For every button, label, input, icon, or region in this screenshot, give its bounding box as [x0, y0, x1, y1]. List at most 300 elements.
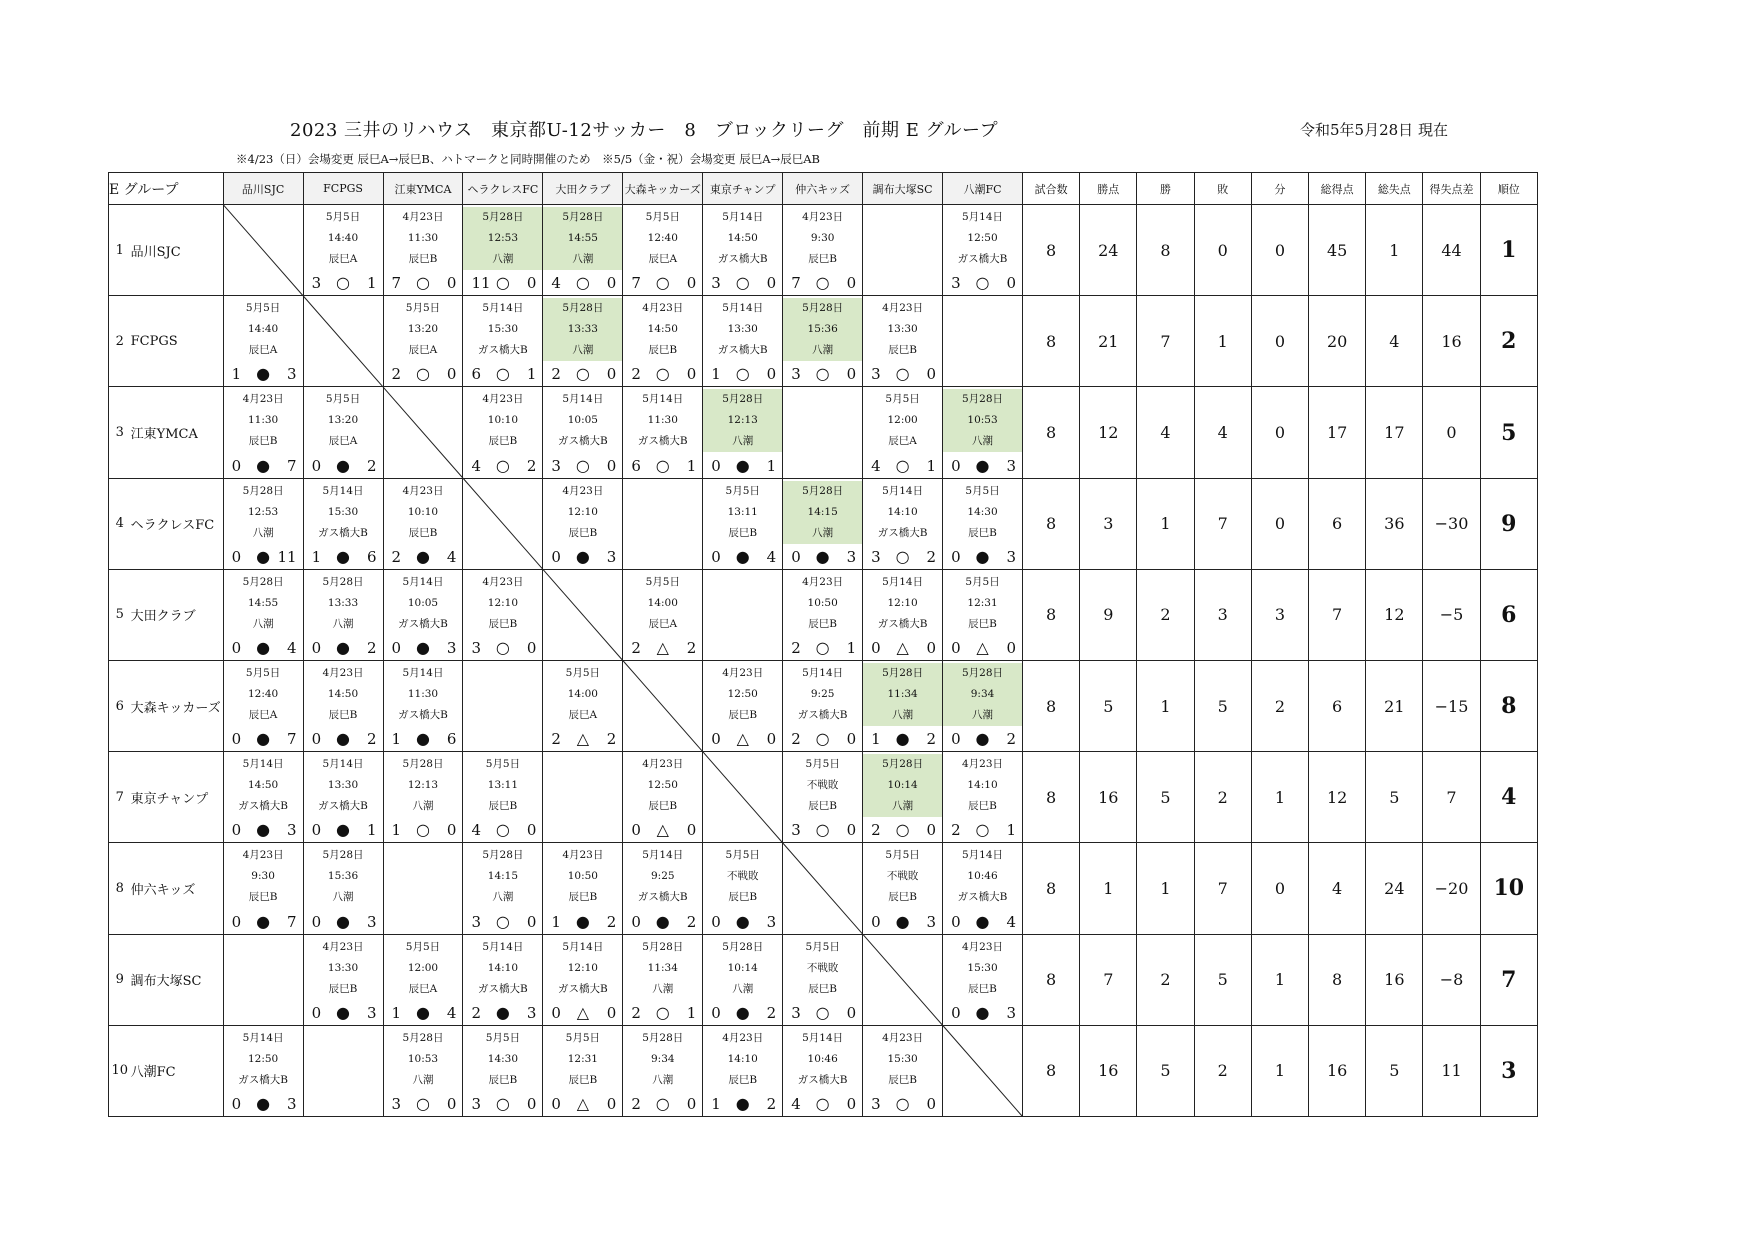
result-mark: △: [576, 729, 589, 749]
match-score: [384, 1002, 463, 1024]
away-goals: 0: [446, 274, 457, 293]
match-date: [543, 754, 622, 775]
match-schedule: [304, 389, 383, 452]
match-venue: 八潮: [332, 617, 354, 630]
team-row: [109, 934, 1538, 1025]
match-date: 5月14日: [402, 575, 444, 588]
match-score: [703, 637, 782, 659]
match-cell: [303, 205, 383, 296]
self-match-cell: [463, 478, 543, 569]
losses: 5: [1194, 661, 1251, 752]
away-goals: 1: [1006, 821, 1016, 840]
result-mark: ●: [256, 911, 271, 931]
match-venue: 辰巳B: [888, 344, 917, 357]
match-score: [224, 819, 303, 841]
match-venue: 辰巳A: [328, 435, 358, 448]
match-score: [943, 728, 1022, 750]
away-goals: 3: [606, 547, 617, 566]
match-schedule: [623, 481, 702, 544]
match-time: 14:55: [247, 596, 279, 609]
match-schedule: [623, 937, 702, 1000]
away-goals: 1: [846, 639, 857, 657]
match-venue: 辰巳A: [648, 253, 678, 266]
result-mark: ●: [415, 729, 430, 749]
match-time: 11:34: [887, 688, 918, 700]
result-mark: ○: [415, 364, 430, 384]
match-score: [863, 819, 942, 841]
match-cell: [463, 661, 543, 752]
goals-against: 5: [1366, 1025, 1423, 1116]
match-score: [384, 728, 463, 750]
match-time: 9:25: [810, 688, 835, 700]
match-date: 5月14日: [482, 940, 524, 953]
home-goals: 0: [711, 456, 721, 475]
result-mark: ○: [575, 455, 590, 475]
match-venue: ガス橋大B: [478, 344, 528, 357]
match-venue: 八潮: [652, 1073, 674, 1086]
match-venue: 八潮: [492, 891, 514, 904]
result-mark: ○: [495, 273, 510, 293]
match-venue: 辰巳B: [968, 800, 997, 813]
match-time: 10:14: [887, 779, 918, 792]
away-goals: 3: [366, 912, 377, 931]
match-schedule: [224, 298, 303, 361]
result-mark: ○: [495, 820, 510, 840]
home-goals: 1: [391, 821, 402, 840]
team-number: 7: [109, 752, 131, 843]
points: 24: [1080, 205, 1137, 296]
home-goals: 3: [871, 547, 881, 566]
result-mark: ○: [815, 1002, 830, 1022]
result-mark: ●: [495, 1002, 510, 1022]
result-mark: ●: [336, 546, 351, 566]
match-time: 13:11: [487, 779, 519, 792]
match-date: 4月23日: [242, 849, 284, 862]
match-schedule: [543, 298, 622, 361]
result-mark: ○: [815, 273, 830, 293]
match-venue: 辰巳B: [568, 526, 598, 539]
goal-difference: 7: [1423, 752, 1480, 843]
result-mark: ●: [256, 729, 271, 749]
match-schedule: [224, 389, 303, 452]
match-date: [463, 663, 542, 684]
match-score: [943, 1002, 1022, 1024]
draws: 1: [1251, 1025, 1308, 1116]
home-goals: 4: [551, 274, 561, 293]
match-date: 5月5日: [565, 667, 601, 679]
result-mark: ●: [336, 820, 351, 840]
away-goals: 0: [926, 821, 937, 840]
match-date: 5月14日: [882, 575, 924, 588]
losses: 2: [1194, 752, 1251, 843]
match-venue: 辰巳B: [568, 1073, 598, 1086]
match-cell: [463, 752, 543, 843]
match-venue: 辰巳B: [968, 982, 997, 995]
match-cell: [303, 843, 383, 934]
match-date: [783, 389, 862, 410]
home-goals: 2: [631, 639, 641, 657]
home-goals: 3: [871, 1095, 881, 1113]
result-mark: ●: [975, 546, 990, 566]
match-schedule: [863, 572, 942, 635]
match-score: [863, 455, 942, 477]
away-goals: 1: [366, 274, 377, 293]
match-schedule: [783, 1028, 862, 1091]
match-cell: [623, 843, 703, 934]
away-goals: 0: [846, 1095, 857, 1113]
match-score: [863, 363, 942, 385]
team-name: 調布大塚SC: [131, 934, 224, 1025]
match-time: 14:10: [487, 961, 519, 974]
match-score: [224, 546, 303, 568]
rank: 7: [1480, 934, 1537, 1025]
match-venue: 辰巳B: [728, 891, 758, 904]
match-score: [304, 911, 383, 933]
team-row: [109, 661, 1538, 752]
match-time: 14:50: [247, 779, 279, 792]
match-cell: [943, 752, 1023, 843]
match-venue: 辰巳B: [488, 800, 518, 813]
away-goals: 0: [926, 365, 937, 384]
match-cell: [703, 1025, 783, 1116]
match-schedule: [943, 663, 1022, 726]
match-schedule: [703, 572, 782, 635]
match-schedule: [384, 572, 463, 635]
team-column-header: 品川SJC: [223, 173, 303, 205]
match-schedule: [224, 663, 303, 726]
match-time: 10:05: [407, 596, 439, 609]
match-time: 15:36: [327, 870, 359, 883]
away-goals: 11: [277, 547, 297, 566]
stat-column-header: 分: [1251, 173, 1308, 205]
match-cell: [543, 843, 623, 934]
wins: 2: [1137, 569, 1194, 660]
match-cell: [463, 387, 543, 478]
match-time: 12:10: [567, 961, 598, 974]
away-goals: 0: [846, 365, 857, 384]
match-score: [304, 637, 383, 659]
home-goals: 3: [471, 639, 481, 657]
away-goals: 2: [766, 1095, 777, 1113]
match-score: [703, 546, 782, 568]
match-time: 12:10: [487, 596, 519, 609]
match-schedule: [623, 207, 702, 270]
match-cell: [783, 569, 863, 660]
stat-column-header: 勝: [1137, 173, 1194, 205]
draws: 2: [1251, 661, 1308, 752]
team-row: [109, 296, 1538, 387]
match-date: [224, 937, 303, 958]
points: 16: [1080, 752, 1137, 843]
home-goals: 1: [391, 1003, 402, 1022]
away-goals: 2: [366, 639, 377, 657]
goal-difference: 44: [1423, 205, 1480, 296]
match-date: 5月14日: [322, 758, 364, 771]
match-venue: 辰巳B: [568, 891, 598, 904]
match-date: 5月5日: [885, 849, 920, 862]
match-cell: [543, 205, 623, 296]
match-cell: [623, 752, 703, 843]
home-goals: 4: [791, 1095, 801, 1113]
result-mark: ○: [815, 364, 830, 384]
match-schedule: [543, 845, 622, 908]
match-score: [863, 911, 942, 933]
match-cell: [863, 661, 943, 752]
match-time: 14:00: [567, 688, 598, 700]
home-goals: 0: [631, 912, 641, 931]
match-time: 13:30: [727, 323, 758, 336]
result-mark: ○: [815, 820, 830, 840]
matches-played: 8: [1023, 387, 1080, 478]
match-schedule: [463, 754, 542, 817]
away-goals: 4: [1006, 912, 1016, 931]
match-date: 5月28日: [562, 211, 604, 224]
self-match-cell: [383, 387, 463, 478]
match-schedule: [384, 754, 463, 817]
match-time: 12:10: [567, 505, 598, 518]
match-cell: [863, 752, 943, 843]
home-goals: 0: [311, 912, 322, 931]
match-date: 5月5日: [965, 484, 1000, 497]
match-date: 5月5日: [725, 849, 760, 862]
away-goals: 2: [766, 1003, 777, 1022]
home-goals: 3: [311, 274, 322, 293]
result-mark: ●: [735, 911, 750, 931]
match-time: 12:53: [247, 505, 279, 518]
match-schedule: [863, 298, 942, 361]
team-row: [109, 843, 1538, 934]
match-time: 15:30: [887, 1052, 918, 1065]
match-date: 5月14日: [722, 211, 764, 224]
match-time: 13:20: [327, 414, 359, 427]
match-date: 5月14日: [962, 849, 1004, 862]
team-name: 仲六キッズ: [131, 843, 224, 934]
goals-for: 6: [1309, 478, 1366, 569]
losses: 5: [1194, 934, 1251, 1025]
match-time: 12:50: [647, 779, 678, 792]
match-score: [943, 272, 1022, 294]
match-venue: 辰巳B: [328, 982, 358, 995]
result-mark: ●: [655, 911, 670, 931]
match-cell: [383, 205, 463, 296]
away-goals: 0: [766, 274, 777, 293]
match-cell: [463, 296, 543, 387]
result-mark: ○: [895, 820, 910, 840]
match-date: 5月28日: [882, 758, 924, 771]
draws: 0: [1251, 843, 1308, 934]
match-score: [224, 728, 303, 750]
away-goals: 0: [606, 456, 617, 475]
team-column-header: 江東YMCA: [383, 173, 463, 205]
match-schedule: [783, 207, 862, 270]
match-venue: ガス橋大B: [637, 891, 688, 904]
match-cell: [223, 661, 303, 752]
match-score: [783, 819, 862, 841]
match-score: [224, 363, 303, 385]
match-time: 9:30: [251, 870, 275, 883]
result-mark: ○: [415, 820, 430, 840]
result-mark: ○: [975, 273, 990, 293]
home-goals: 0: [551, 1095, 561, 1113]
match-schedule: [463, 389, 542, 452]
match-score: [543, 455, 622, 477]
match-schedule: [783, 754, 862, 817]
match-venue: 八潮: [252, 617, 274, 630]
match-cell: [543, 478, 623, 569]
team-column-header: 東京チャンプ: [703, 173, 783, 205]
match-time: 不戦敗: [806, 961, 839, 974]
away-goals: 0: [526, 1095, 537, 1113]
match-score: [703, 363, 782, 385]
away-goals: 3: [766, 912, 777, 931]
match-time: [943, 319, 1022, 340]
match-time: [783, 410, 862, 431]
match-score: [623, 911, 702, 933]
match-score: [463, 819, 542, 841]
away-goals: 0: [846, 1003, 857, 1022]
home-goals: 0: [871, 912, 881, 931]
match-score: [384, 272, 463, 294]
match-time: [703, 593, 782, 614]
match-schedule: [783, 572, 862, 635]
match-date: 4月23日: [402, 484, 444, 497]
match-date: 5月14日: [242, 1031, 284, 1044]
match-cell: [223, 934, 303, 1025]
match-venue: 八潮: [572, 344, 594, 357]
match-cell: [623, 1025, 703, 1116]
match-date: 4月23日: [882, 302, 924, 315]
away-goals: 0: [526, 821, 537, 840]
away-goals: 7: [287, 912, 297, 931]
match-date: 5月14日: [722, 302, 764, 315]
match-venue: ガス橋大B: [398, 709, 448, 721]
home-goals: 2: [631, 1003, 641, 1022]
rank: 4: [1480, 752, 1537, 843]
match-venue: [463, 705, 542, 726]
match-schedule: [304, 754, 383, 817]
match-time: 10:50: [807, 596, 838, 609]
match-cell: [223, 296, 303, 387]
match-date: 5月5日: [645, 575, 680, 588]
match-venue: ガス橋大B: [557, 982, 608, 995]
match-score: [224, 1093, 303, 1115]
match-date: 5月5日: [245, 667, 281, 679]
match-schedule: [703, 663, 782, 726]
match-cell: [863, 478, 943, 569]
away-goals: 0: [686, 1095, 697, 1113]
stat-column-header: 総得点: [1309, 173, 1366, 205]
result-mark: ○: [495, 455, 510, 475]
match-score: [783, 637, 862, 659]
match-schedule: [304, 572, 383, 635]
match-cell: [703, 934, 783, 1025]
match-date: 5月28日: [322, 575, 364, 588]
match-date: 5月5日: [885, 393, 920, 406]
match-cell: [383, 843, 463, 934]
match-venue: [384, 887, 463, 908]
match-venue: [623, 523, 702, 544]
match-score: [863, 546, 942, 568]
match-venue: 辰巳A: [248, 344, 278, 357]
match-time: 10:53: [967, 414, 998, 427]
match-score: [623, 819, 702, 841]
match-time: 10:05: [567, 414, 598, 427]
rank: 1: [1480, 205, 1537, 296]
home-goals: 1: [231, 365, 242, 384]
match-venue: ガス橋大B: [318, 800, 368, 813]
match-schedule: [304, 663, 383, 726]
match-score: [384, 637, 463, 659]
home-goals: 1: [551, 912, 561, 931]
match-time: 14:10: [727, 1052, 758, 1065]
team-row: [109, 205, 1538, 296]
home-goals: 3: [791, 821, 801, 840]
match-score: [943, 637, 1022, 659]
match-score: [384, 819, 463, 841]
match-time: 14:10: [887, 505, 918, 518]
match-date: 5月5日: [485, 758, 521, 771]
match-score: [543, 546, 622, 568]
match-cell: [543, 296, 623, 387]
match-cell: [863, 843, 943, 934]
match-date: 5月14日: [562, 940, 604, 953]
match-schedule: [863, 1028, 942, 1091]
match-schedule: [783, 481, 862, 544]
match-score: [543, 1093, 622, 1115]
away-goals: 0: [926, 1095, 937, 1113]
match-venue: 八潮: [892, 709, 914, 721]
match-cell: [383, 296, 463, 387]
match-date: 5月5日: [245, 302, 281, 315]
match-date: 4月23日: [722, 667, 764, 679]
match-time: 14:55: [567, 232, 598, 245]
match-cell: [863, 1025, 943, 1116]
match-venue: 辰巳B: [808, 982, 838, 995]
away-goals: 0: [446, 821, 457, 840]
result-mark: ○: [655, 364, 670, 384]
match-date: 5月28日: [802, 302, 844, 315]
match-date: [703, 572, 782, 593]
match-time: 10:14: [727, 961, 758, 974]
wins: 7: [1137, 296, 1194, 387]
match-date: 5月28日: [802, 484, 844, 497]
draws: 1: [1251, 752, 1308, 843]
match-venue: 辰巳B: [808, 617, 838, 630]
match-venue: 辰巳B: [488, 617, 518, 630]
match-cell: [783, 478, 863, 569]
home-goals: 0: [631, 821, 641, 840]
match-time: 12:53: [487, 232, 519, 245]
match-time: 12:00: [887, 414, 918, 427]
match-schedule: [943, 481, 1022, 544]
match-time: [463, 684, 542, 705]
match-date: 4月23日: [882, 1031, 924, 1044]
home-goals: 0: [711, 1003, 721, 1022]
match-time: 14:50: [727, 232, 758, 245]
page-title: 2023 三井のリハウス 東京都U-12サッカー 8 ブロックリーグ 前期 E グループ: [290, 120, 999, 141]
match-venue: ガス橋大B: [957, 253, 1008, 266]
match-venue: 八潮: [812, 526, 834, 539]
match-schedule: [623, 1028, 702, 1091]
match-time: 15:36: [807, 323, 838, 336]
match-date: [863, 207, 942, 228]
match-score: [943, 546, 1022, 568]
match-venue: 八潮: [972, 709, 994, 721]
match-venue: ガス橋大B: [877, 526, 928, 539]
goal-difference: −5: [1423, 569, 1480, 660]
match-cell: [943, 387, 1023, 478]
match-score: [463, 363, 542, 385]
